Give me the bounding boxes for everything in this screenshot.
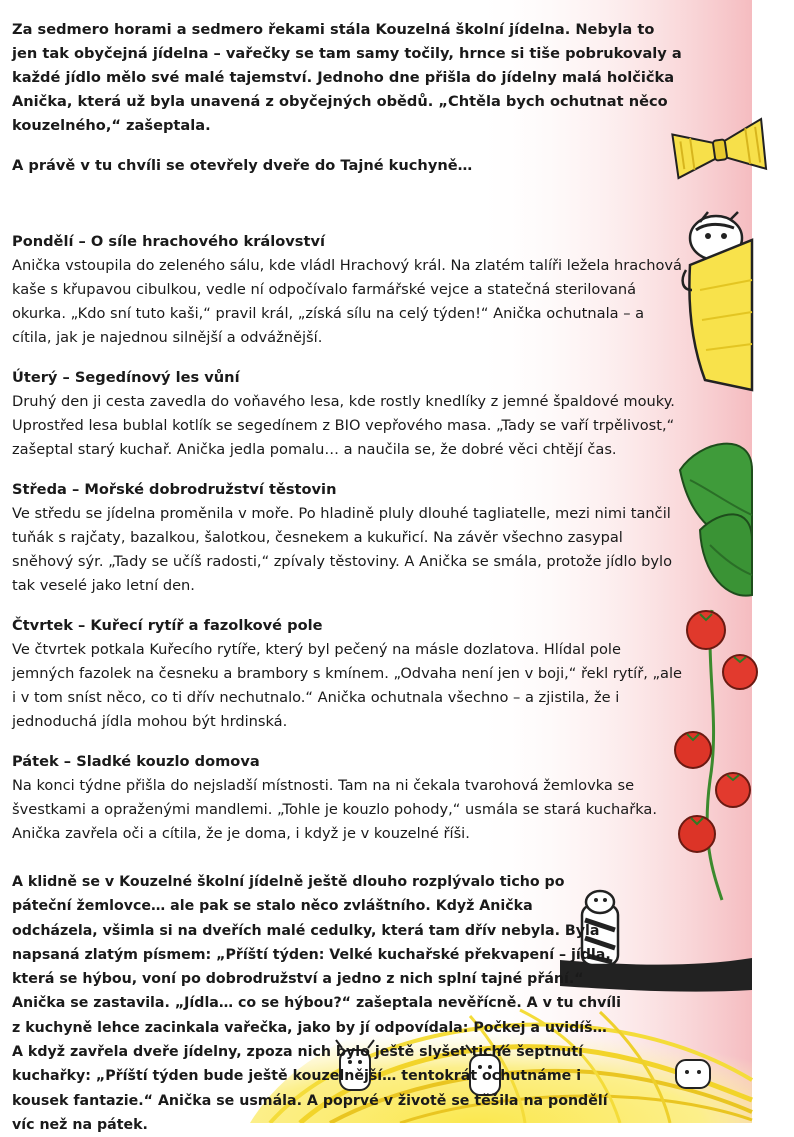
day-section-tuesday: [12, 366, 684, 462]
ending-paragraph: A klidně se v Kouzelné školní jídelně ještě dlouho rozplývalo ticho po páteční žemlovce… ale pak se stalo něco zvláštního. Když Anička odcházela, všimla si na dveřích malé cedulky, která tam dřív nebyla. Byla napsaná zlatým písmem: „Příští týden: Velké kuchařské překvapení – jídla, která se hýbou, voní po dobrodružství a jedno z nich splní tajné přání.“ Anička se zastavila. „Jídla… co se hýbou?“ zašeptala nevěřícně. A v tu chvíli z kuchyně lehce zacinkala vařečka, jako by jí odpovídala: Počkej a uvidíš… A když zavřela dveře jídelny, zpoza nich bylo ještě slyšet tiché šeptnutí kuchařky: „Příští týden bude ještě kouzelnější… tentokrát ochutnáme i kousek fantazie.“ Anička se usmála. A poprvé v životě se těšila na pondělí víc než na pátek.: [12, 874, 621, 1133]
intro-paragraph: Za sedmero horami a sedmero řekami stála Kouzelná školní jídelna. Nebyla to jen tak obyčejná jídelna – vařečky se tam samy točily, hrnce si tiše pobrukovaly a každé jídlo mělo své malé tajemství. Jednoho dne přišla do jídelny malá holčička Anička, která už byla unavená z obyčejných obědů. „Chtěla bych ochutnat něco kouzelného,“ zašeptala.: [12, 21, 682, 134]
white-right-margin: [752, 0, 794, 1123]
intro-door-line: A právě v tu chvíli se otevřely dveře do Tajné kuchyně…: [12, 157, 473, 174]
day-body: Na konci týdne přišla do nejsladší místnosti. Tam na ni čekala tvarohová žemlovka se švestkami a opraženými mandlemi. „Tohle je kouzlo pohody,“ usmála se stará kuchařka. Anička zavřela oči a cítila, že je doma, i když je v kouzelné říši.: [12, 777, 657, 842]
day-body: Druhý den ji cesta zavedla do voňavého lesa, kde rostly knedlíky z jemné špaldové mouky. Uprostřed lesa bublal kotlík se segedínem z BIO vepřového masa. „Tady se vaří trpělivost,“ zašeptal starý kuchař. Anička jedla pomalu… a naučila se, že dobré věci chtějí čas.: [12, 393, 675, 458]
day-section-thursday: [12, 614, 684, 734]
day-heading: Pátek – Sladké kouzlo domova: [12, 753, 260, 770]
day-heading: Úterý – Segedínový les vůní: [12, 369, 240, 386]
day-heading: Středa – Mořské dobrodružství těstovin: [12, 481, 337, 498]
day-section-friday: [12, 750, 684, 846]
day-heading: Čtvrtek – Kuřecí rytíř a fazolkové pole: [12, 617, 323, 634]
day-section-monday: [12, 230, 684, 350]
day-body: Ve středu se jídelna proměnila v moře. Po hladině pluly dlouhé tagliatelle, mezi nimi tančil tuňák s rajčaty, bazalkou, šalotkou, česnekem a kukuřicí. Na závěr všechno zasypal sněhový sýr. „Tady se učíš radosti,“ zpívaly těstoviny. A Anička se smála, protože jídlo bylo tak veselé jako letní den.: [12, 505, 673, 594]
ending-section: [12, 870, 622, 1137]
day-heading: Pondělí – O síle hrachového království: [12, 233, 325, 250]
day-body: Anička vstoupila do zeleného sálu, kde vládl Hrachový král. Na zlatém talíři ležela hrachová kaše s křupavou cibulkou, vedle ní odpočívalo farmářské vejce a statečná sterilovaná okurka. „Kdo sní tuto kaši,“ pravil král, „získá sílu na celý týden!“ Anička ochutnala – a cítila, jak je najednou silnější a odvážnější.: [12, 257, 683, 346]
day-section-wednesday: [12, 478, 684, 598]
story-body: [12, 18, 684, 862]
day-body: Ve čtvrtek potkala Kuřecího rytíře, který byl pečený na másle dozlatova. Hlídal pole jemných fazolek na česneku a brambory s kmínem. „Odvaha není jen v boji,“ řekl rytíř, „ale i v tom sníst něco, co ti dřív nechutnalo.“ Anička ochutnala všechno – a zjistila, že i jednoduchá jídla mohou být hrdinská.: [12, 641, 683, 730]
